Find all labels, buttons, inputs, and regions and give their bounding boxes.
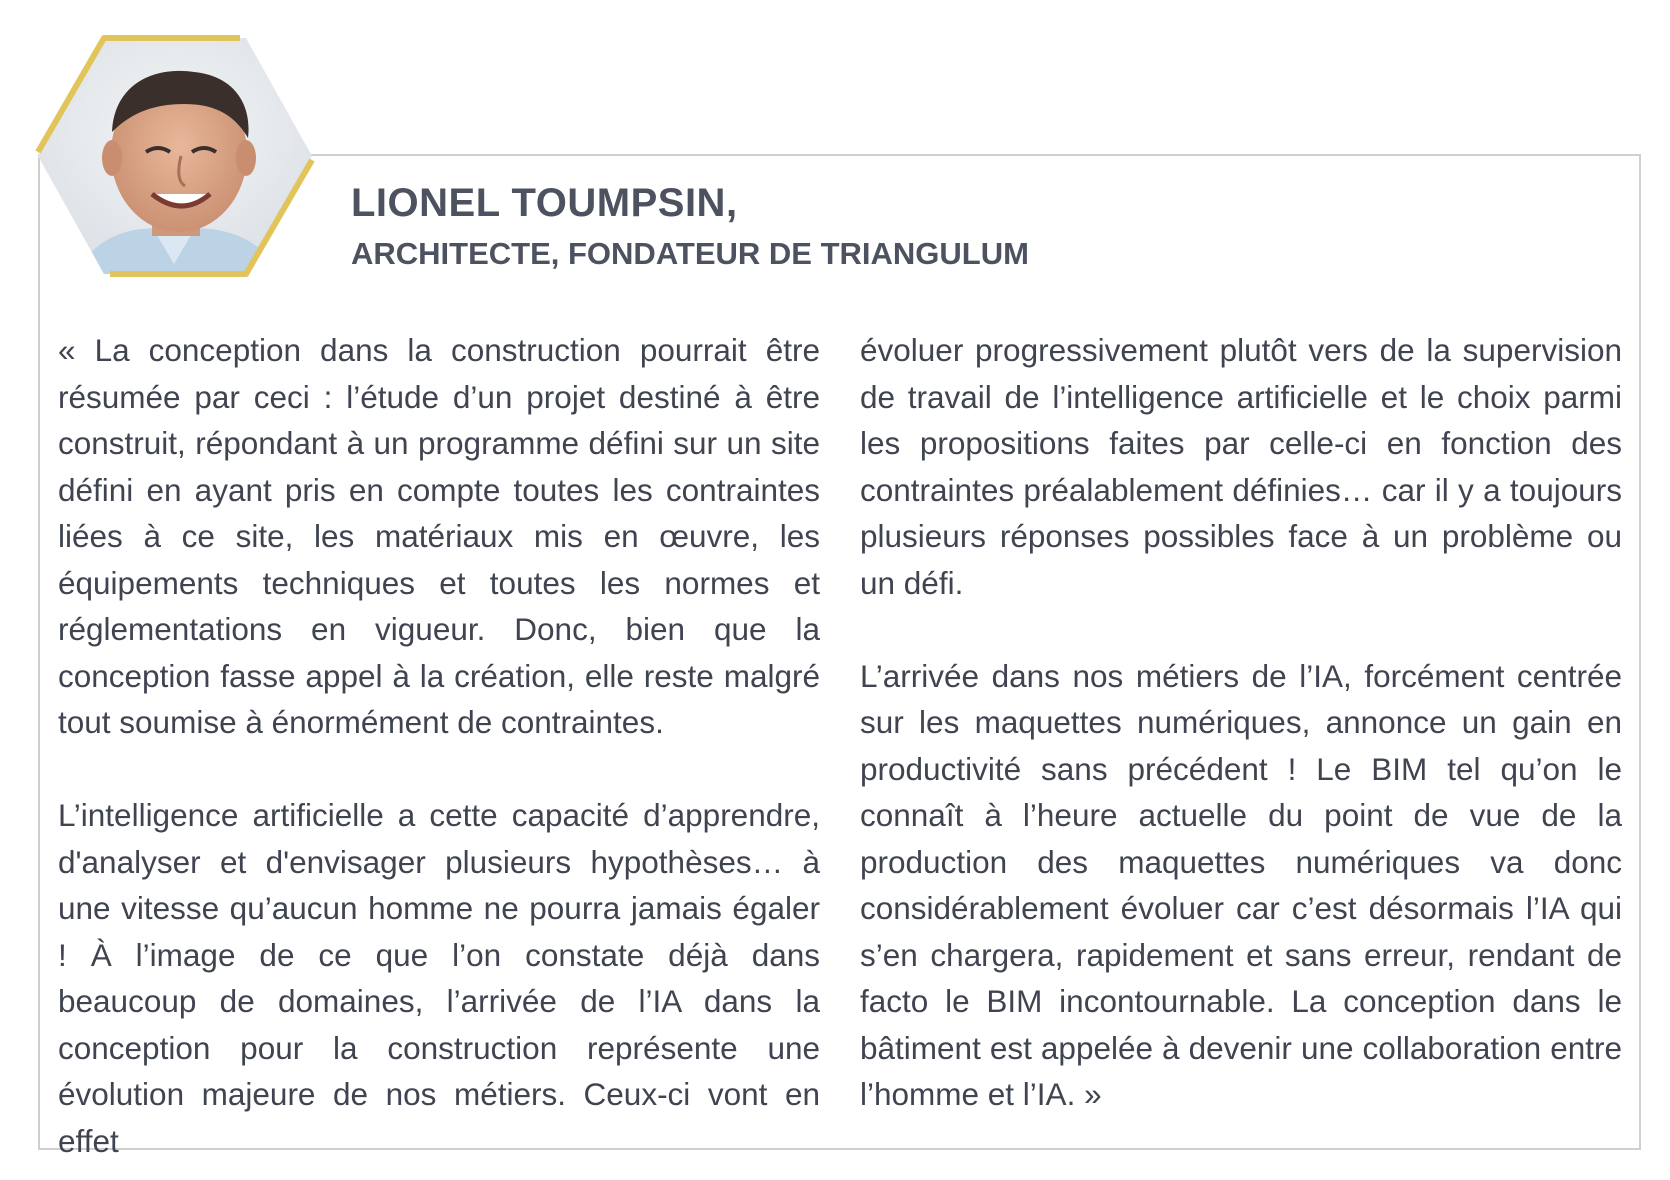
quote-paragraph: L’intelligence artificielle a cette capacité d’apprendre, d'analyser et d'envisager plusieurs hypothèses… à une vitesse qu’aucun homme ne pourra jamais égaler ! À l’image de ce que l’on constate déjà dans beaucoup de domaines, l’arrivée de l’IA dans la conception pour la construction représente une évolution majeure de nos métiers. Ceux-ci vont en effet (58, 797, 820, 1159)
portrait-hexagon (34, 34, 316, 278)
quote-paragraph: évoluer progressivement plutôt vers de la supervision de travail de l’intelligence artificielle et le choix parmi les propositions faites par celle-ci en fonction des contraintes préalablement définies… car il y a toujours plusieurs réponses possibles face à un problème ou un défi. (860, 332, 1622, 601)
quote-paragraph: « La conception dans la construction pourrait être résumée par ceci : l’étude d’un projet destiné à être construit, répondant à un programme défini sur un site défini en ayant pris en compte toutes les contraintes liées à ce site, les matériaux mis en œuvre, les équipements techniques et toutes les normes et réglementations en vigueur. Donc, bien que la conception fasse appel à la création, elle reste malgré tout soumise à énormément de contraintes. (58, 332, 820, 740)
quote-paragraph: L’arrivée dans nos métiers de l’IA, forcément centrée sur les maquettes numériques, annonce un gain en productivité sans précédent ! Le BIM tel qu’on le connaît à l’heure actuelle du point de vue de la production des maquettes numériques va donc considérablement évoluer car c’est désormais l’IA qui s’en chargera, rapidement et sans erreur, rendant de facto le BIM incontournable. La conception dans le bâtiment est appelée à devenir une collaboration entre l’homme et l’IA. » (860, 657, 1622, 1112)
portrait-photo-icon (34, 34, 316, 278)
quote-left-column (58, 327, 820, 1180)
person-role: ARCHITECTE, FONDATEUR DE TRIANGULUM (351, 236, 1029, 271)
person-name: LIONEL TOUMPSIN, (351, 181, 738, 225)
quote-right-column (860, 327, 1622, 1164)
